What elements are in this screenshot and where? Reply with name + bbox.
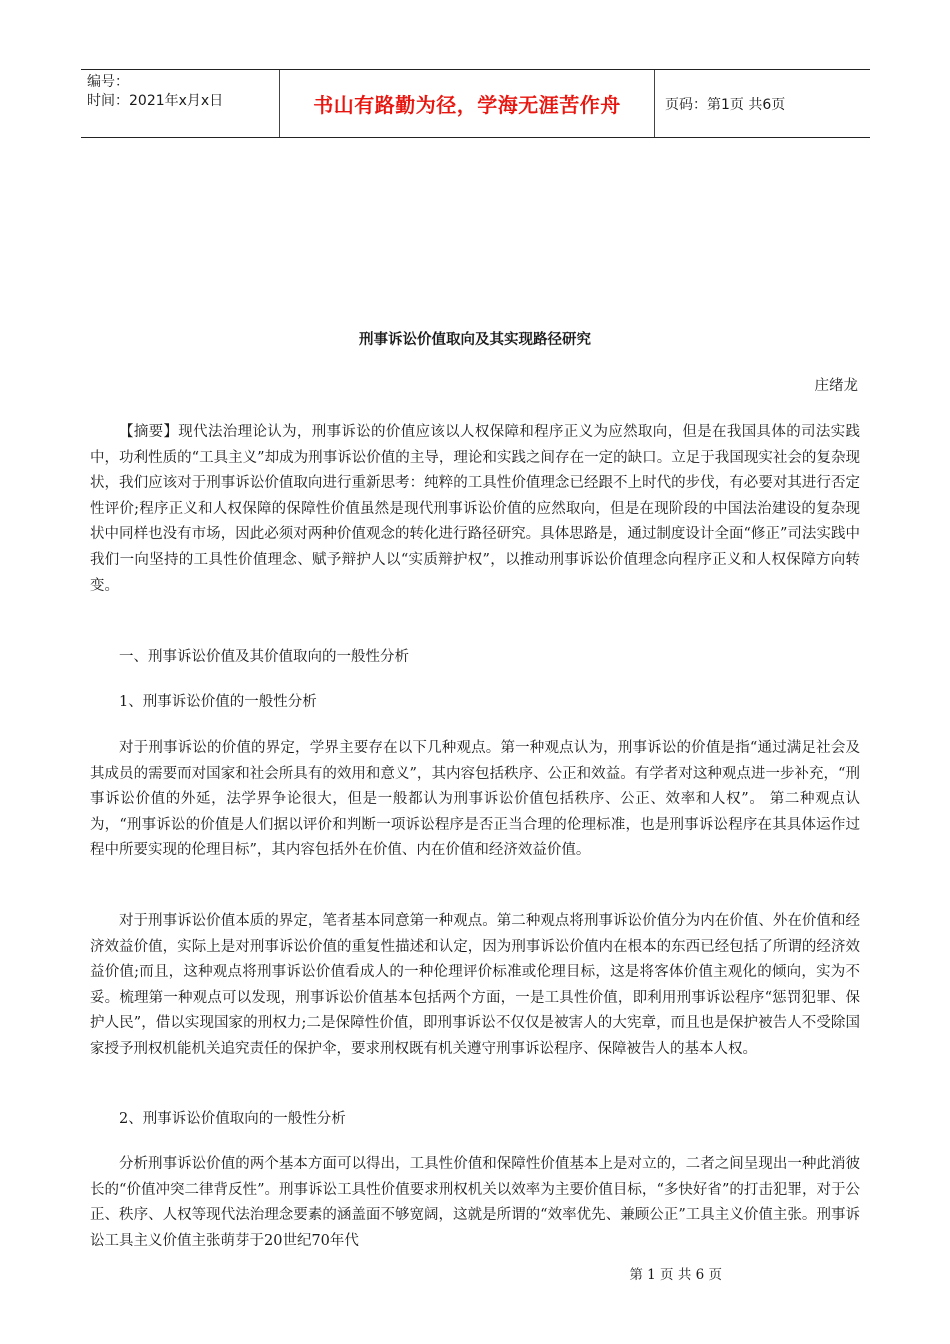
document-header [81,69,870,138]
number-label: 编号： [87,74,129,90]
body-paragraph: 对于刑事诉讼价值本质的界定，笔者基本同意第一种观点。第二种观点将刑事诉讼价值分为内在价值、外在价值和经济效益价值，实际上是对刑事诉讼价值的重复性描述和认定，因为刑事诉讼价值内在根本的东西已经包括了所谓的经济效益价值;而且，这种观点将刑事诉讼价值看成人的一种伦理评价标准或伦理目标，这是将客体价值主观化的倾向，实为不妥。梳理第一种观点可以发现，刑事诉讼价值基本包括两个方面，一是工具性价值，即利用刑事诉讼程序“惩罚犯罪、保护人民”，借以实现国家的刑权力;二是保障性价值，即刑事诉讼不仅仅是被害人的大宪章，而且也是保护被告人不受除国家授予刑权机能机关追究责任的保护伞，要求刑权既有机关遵守刑事诉讼程序、保障被告人的基本人权。 [90,913,860,1057]
motto-text: 书山有路勤为径，学海无涯苦作舟 [313,93,621,117]
page-info: 页码：第1页 共6页 [665,96,786,113]
body-paragraph: 分析刑事诉讼价值的两个基本方面可以得出，工具性价值和保障性价值基本上是对立的，二者之间呈现出一种此消彼长的“价值冲突二律背反性”。刑事诉讼工具性价值要求刑权机关以效率为主要价值目标，“多快好省”的打击犯罪，对于公正、秩序、人权等现代法治理念要素的涵盖面不够宽阔，这就是所谓的“效率优先、兼顾公正”工具主义价值主张。刑事诉讼工具主义价值主张萌芽于20世纪70年代 [90,1156,860,1249]
header-meta-cell [81,70,280,137]
section-heading: 一、刑事诉讼价值及其价值取向的一般性分析 [119,649,409,665]
header-page-cell [655,70,870,137]
document-title: 刑事诉讼价值取向及其实现路径研究 [359,332,591,348]
subsection-heading: 1、刑事诉讼价值的一般性分析 [119,694,317,710]
abstract-paragraph: 【摘要】现代法治理论认为，刑事诉讼的价值应该以人权保障和程序正义为应然取向，但是在我国具体的司法实践中，功利性质的“工具主义”却成为刑事诉讼价值的主导，理论和实践之间存在一定的缺口。立足于我国现实社会的复杂现状，我们应该对于刑事诉讼价值取向进行重新思考：纯粹的工具性价值理念已经跟不上时代的步伐，有必要对其进行否定性评价;程序正义和人权保障的保障性价值虽然是现代刑事诉讼价值的应然取向，但是在现阶段的中国法治建设的复杂现状中同样也没有市场，因此必须对两种价值观念的转化进行路径研究。具体思路是，通过制度设计全面“修正”司法实践中我们一向坚持的工具性价值理念、赋予辩护人以“实质辩护权”，以推动刑事诉讼价值理念向程序正义和人权保障方向转变。 [90,424,860,594]
subsection-heading: 2、刑事诉讼价值取向的一般性分析 [119,1111,346,1127]
body-paragraph: 对于刑事诉讼的价值的界定，学界主要存在以下几种观点。第一种观点认为，刑事诉讼的价值是指“通过满足社会及其成员的需要而对国家和社会所具有的效用和意义”，其内容包括秩序、公正和效益。有学者对这种观点进一步补充，“刑事诉讼价值的外延，法学界争论很大，但是一般都认为刑事诉讼价值包括秩序、公正、效率和人权”。 第二种观点认为，“刑事诉讼的价值是人们据以评价和判断一项诉讼程序是否正当合理的伦理标准，也是刑事诉讼程序在其具体运作过程中所要实现的伦理目标”，其内容包括外在价值、内在价值和经济效益价值。 [90,740,860,859]
page-footer: 第 1 页 共 6 页 [629,1267,722,1283]
header-motto-cell [280,70,655,137]
author-name: 庄绪龙 [814,378,858,394]
time-label: 时间：2021年x月x日 [87,93,224,109]
